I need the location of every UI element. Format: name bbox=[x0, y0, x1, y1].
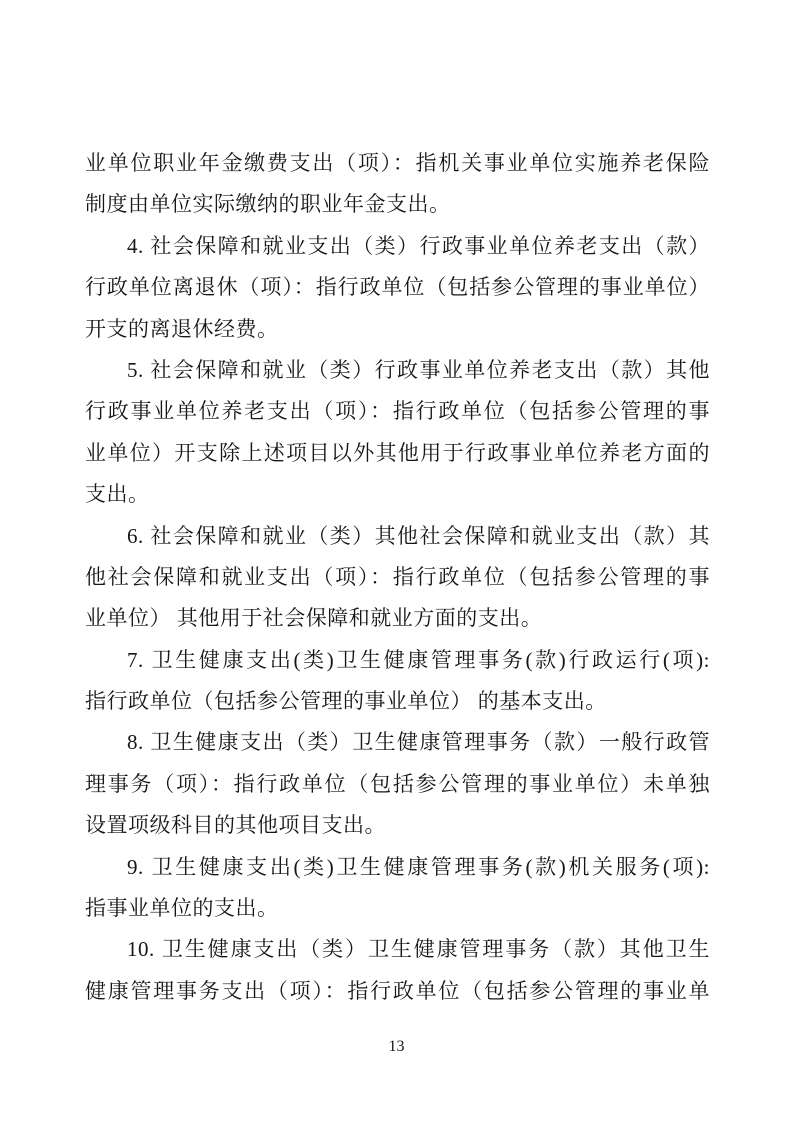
document-text bbox=[85, 143, 710, 1012]
document-line: 4. 社会保障和就业支出（类）行政事业单位养老支出（款） bbox=[127, 233, 710, 258]
page-footer bbox=[0, 1036, 793, 1058]
paragraph bbox=[85, 350, 710, 516]
document-line: 他社会保障和就业支出（项）：指行政单位（包括参公管理的事 bbox=[85, 564, 710, 589]
page-number: 13 bbox=[388, 1038, 405, 1055]
paragraph bbox=[85, 929, 710, 1012]
document-line: 6. 社会保障和就业（类）其他社会保障和就业支出（款）其 bbox=[127, 523, 710, 548]
document-line: 业单位职业年金缴费支出（项）：指机关事业单位实施养老保险 bbox=[85, 151, 710, 175]
document-line: 7. 卫生健康支出(类)卫生健康管理事务(款)行政运行(项): bbox=[127, 647, 710, 672]
paragraph bbox=[85, 722, 710, 846]
paragraph bbox=[85, 143, 710, 226]
document-line: 健康管理事务支出（项）：指行政单位（包括参公管理的事业单 bbox=[85, 978, 710, 1003]
paragraph bbox=[85, 516, 710, 640]
document-line: 业单位）开支除上述项目以外其他用于行政事业单位养老方面的 bbox=[85, 440, 710, 465]
document-line: 制度由单位实际缴纳的职业年金支出。 bbox=[85, 192, 451, 217]
document-line: 开支的离退休经费。 bbox=[85, 316, 279, 341]
document-line: 行政事业单位养老支出（项）：指行政单位（包括参公管理的事 bbox=[85, 399, 710, 424]
paragraph bbox=[85, 226, 710, 350]
paragraph bbox=[85, 847, 710, 930]
document-line: 行政单位离退休（项）：指行政单位（包括参公管理的事业单位） bbox=[85, 275, 710, 300]
document-line: 理事务（项）：指行政单位（包括参公管理的事业单位）未单独 bbox=[85, 771, 710, 796]
document-line: 指事业单位的支出。 bbox=[85, 896, 279, 921]
document-line: 业单位） 其他用于社会保障和就业方面的支出。 bbox=[85, 606, 543, 631]
document-line: 指行政单位（包括参公管理的事业单位） 的基本支出。 bbox=[85, 689, 607, 714]
document-line: 10. 卫生健康支出（类）卫生健康管理事务（款）其他卫生 bbox=[127, 937, 710, 962]
document-line: 9. 卫生健康支出(类)卫生健康管理事务(款)机关服务(项): bbox=[127, 854, 710, 879]
paragraph bbox=[85, 640, 710, 723]
document-line: 5. 社会保障和就业（类）行政事业单位养老支出（款）其他 bbox=[127, 357, 710, 382]
document-line: 设置项级科目的其他项目支出。 bbox=[85, 813, 386, 838]
document-line: 8. 卫生健康支出（类）卫生健康管理事务（款）一般行政管 bbox=[127, 730, 710, 755]
document-line: 支出。 bbox=[85, 482, 150, 507]
